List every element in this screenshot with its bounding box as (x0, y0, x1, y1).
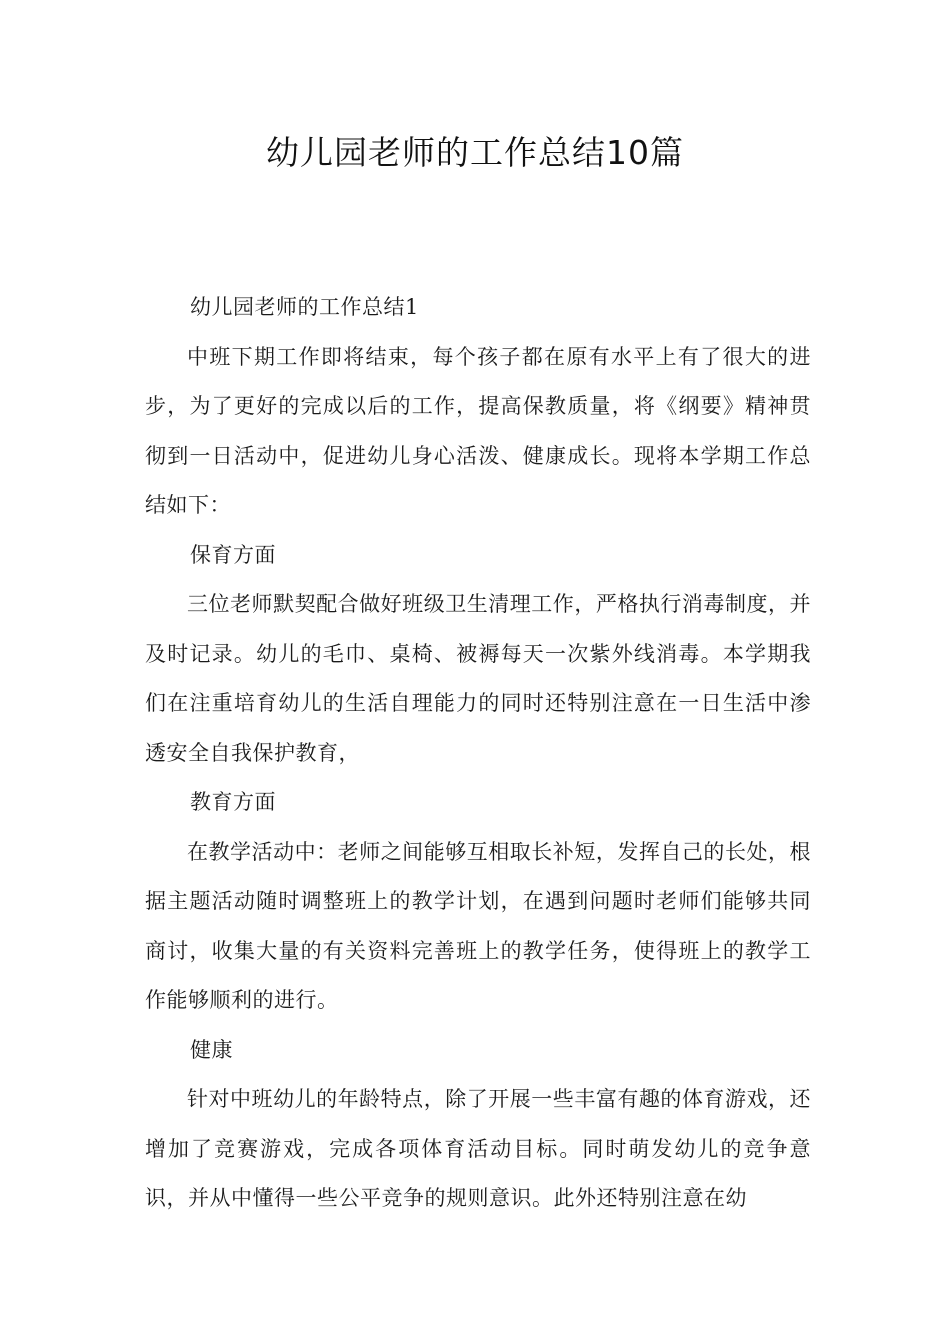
education-paragraph: 在教学活动中：老师之间能够互相取长补短，发挥自己的长处，根据主题活动随时调整班上的教学计划，在遇到问题时老师们能够共同商讨，收集大量的有关资料完善班上的教学任务，使得班上的教学工作能够顺利的进行。 (145, 839, 811, 1012)
heading-health: 健康 (190, 1037, 233, 1062)
intro-paragraph: 中班下期工作即将结束，每个孩子都在原有水平上有了很大的进步，为了更好的完成以后的工作，提高保教质量，将《纲要》精神贯彻到一日活动中，促进幼儿身心活泼、健康成长。现将本学期工作总结如下： (145, 344, 811, 517)
heading-education: 教育方面 (190, 790, 276, 814)
document-body (145, 283, 811, 1224)
health-paragraph: 针对中班幼儿的年龄特点，除了开展一些丰富有趣的体育游戏，还增加了竞赛游戏，完成各项体育活动目标。同时萌发幼儿的竞争意识，并从中懂得一些公平竞争的规则意识。此外还特别注意在幼 (145, 1087, 811, 1210)
document-title: 幼儿园老师的工作总结10篇 (266, 133, 684, 172)
section-title: 幼儿园老师的工作总结1 (190, 295, 419, 319)
heading-care: 保育方面 (190, 542, 276, 567)
care-paragraph: 三位老师默契配合做好班级卫生清理工作，严格执行消毒制度，并及时记录。幼儿的毛巾、桌椅、被褥每天一次紫外线消毒。本学期我们在注重培育幼儿的生活自理能力的同时还特别注意在一日生活中渗透安全自我保护教育， (145, 592, 811, 765)
